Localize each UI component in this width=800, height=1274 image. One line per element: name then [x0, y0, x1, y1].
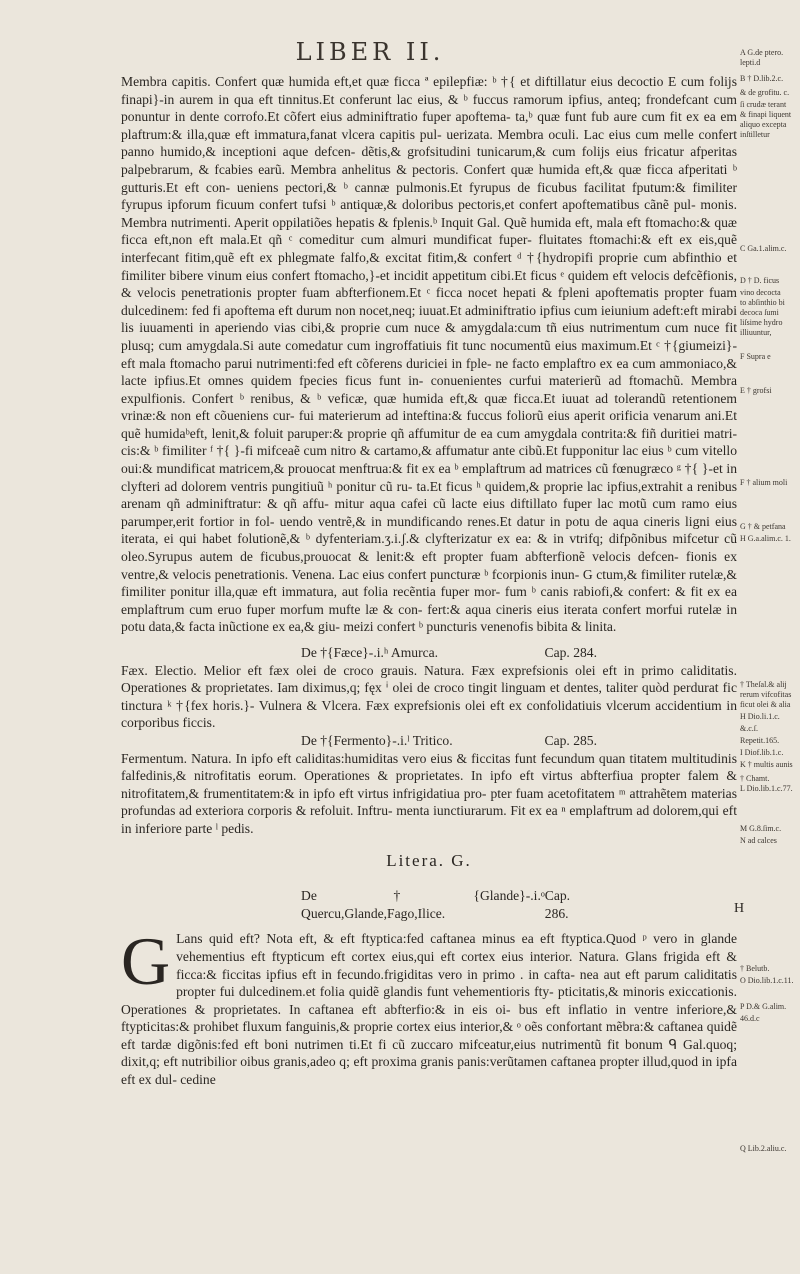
margin-note: H G.a.alim.c. 1.: [740, 534, 791, 543]
entry-title: De †{Glande}-.i.ᵒ Quercu,Glande,Fago,Ilice.: [301, 888, 545, 921]
margin-note: † Chamt.: [740, 774, 770, 783]
margin-note: Repetit.165.: [740, 736, 780, 745]
entry-text-286: [121, 923, 737, 1088]
drop-cap: G: [121, 923, 171, 1000]
margin-note: & de grofitu. c.: [740, 88, 790, 97]
margin-note: aliquo excepta: [740, 120, 787, 129]
entry-chapter: Cap. 286.: [544, 888, 571, 921]
running-head: LIBER II.: [295, 38, 445, 66]
margin-note: inſtilletur: [740, 130, 770, 139]
entry-heading-285: [121, 732, 737, 750]
margin-note: ficut olei & alia: [740, 700, 791, 709]
margin-note: B † D.lib.2.c.: [740, 74, 784, 83]
body-paragraph: Membra capitis. Confert quæ humida eft,et quæ ficca ª epilepfiæ: ᵇ †{ et diftillatur eius decoctio E cum folijs finapi}-in aurem in qua eft tinnitus.Et conferunt lac eius, & ᵇ fuccus ramorum ipfius, anteq; frondefcant cum ponuntur in dente corrofo.Et cõfert eius adminiftratio fuper apoftema- ta,ᵇ quæ funt fub aure cum fit ex ea em plaftrum:& illa,quæ eft immatura,fanat vlcera capitis pul- uerizata. Membra oculi. Lac eius cum melle confert panno humido,& inceptioni aque defcen- dẽtis,& grofsitudini tunicarum,& cum folijs eius fricatur afperitas palpebrarum, & fcabies earũ. Membra anhelitus & pectoris. Confert quæ humida eft,& quæ ficca afperitati ᵇ gutturis.Et eft con- ueniens pectori,& ᵇ cannæ pulmonis.Et fyrupus de ficubus facilitat fputum:& fimiliter fyrupus ipforum ficuum confert tufsi ᵇ antiquæ,& doloribus pectoris,et confert apoftematibus cãnẽ pul- monis. Membra nutrimenti. Aperit oppilatiões hepatis & fplenis.ᵇ Inquit Gal. Quẽ humida eft, mala eft ftomacho:& quæ ficca eft,non eft mala.Et qñ ᶜ comeditur cum almuri mundificat fuper- fluitates ftomachi:& eft ex eis,quẽ interfecant fitim,quẽ eft ex phlegmate falfo,& excitat fitim,& confert ᵈ †{hydropifi proprie cum abfinthio et fimiliter bibere vinum eius confert ftomacho,}-et incidit appetitum cibi.Et ficus ᵉ quidem eft velocis defcẽfionis, & velocis penetrationis propter fuam abfterfionem.Et ᶜ ficca nocet hepati & fpleni apoftematis propter fuam dulcedinem: fed fi apoftema eft durum non nocet,neq; iuuat.Et adminiftratio ipfius cum ieiunium adeft:eft mirabi lis iuuamenti in aperiendo vias cibi,& proprie cum nuce & amygdala:cum tñ eius nutrimentum cum nuce fit plusq; cum amygdala.Si aute comedatur cum ingroffatiuis fit tunc nocumentũ eius maximum.Et ᶜ †{giumeizi}-eft mala ftomacho parui nutrimenti:fed eft cõferens duriciei in fple- ne facto emplaftro ex ea cum ammoniaco,& lacte ipfius.Et omnes quidem fpecies ficus funt in- conuenientes curfui materierũ ad ftomachũ. Membra expulfionis. Confert ᵇ renibus, & ᵇ veficæ, quæ humida eft,& quæ ficca.Et iuuat ad tolerandũ retentionem vrinæ:& non eft cõueniens cur- fui materierum ad inteftina:& fuccus foliorũ eius aperit orificia venarum ani.Et quẽ humidaᵇeft, lenit,& foluit paruper:& proprie qñ affumitur de ea cum amygdala contrita:& fiñ duritiei matri- cis:& ᵇ fimiliter ᶠ †{ }-fi mifceaẽ cum nitro & cartamo,& affumatur ante cibũ.Et fupponitur lac eius ᵇ cum vitello oui:& mundificat matricem,& prouocat menftrua:& fit ex ea ᵇ emplaftrum ad matrices cũ fœnugræco ᵍ †{ }-et in clyfteri ad dolorem ventris pungitiuũ ʰ ponitur cũ ru- ta.Et ficus ʰ quidem,& proprie lac ipfius,extrahit a renibus arenam qñ adminiftratur: & qñ affu- mitur aqua cafei cũ lacte eius diftillato fuper lac motũ cum ramo eius parumper,erit fortior in fol- uendo ventrẽ,& in mundificando renes.Et datur in potu de aqua cineris ligni eius iterata, ei qui habet folutionẽ,& ᵇ dyfenteriam.ʒ.i.ʃ.& clyfterizatur ex ea: & in vtrifq; difpõnibus mifcetur cũ oleo.Syrupus autem de ficubus,prouocat & lenit:& eft propter fuam abfterfionẽ velocis defcen- fionis ex ventre,& velocis penetrationis. Venena. Lac eius confert puncturæ ᵇ fcorpionis inun- G ctum,& fimiliter rutelæ,& fimiliter ponitur illa,quæ eft immatura, aut folia recẽntia fuper mor- fum ᵇ canis rabiofi,& confert: & fit ex ea emplaftrum cum eruo fuper morfum mufte læ & con- fert:& aqua cineris eius iterata confert morfui rutelæ in potu data,& facta inũctione ex ea,& giu- meizi confert ᵇ puncturis venenofis bibita & linita.: [121, 74, 737, 635]
margin-note: H Dio.li.1.c.: [740, 712, 780, 721]
margin-note: to abſinthio bi: [740, 298, 785, 307]
margin-note: vino decocta: [740, 288, 781, 297]
margin-note: & finapi liquent: [740, 110, 792, 119]
margin-note: E † grofsi: [740, 386, 772, 395]
margin-note: liſsime hydro: [740, 318, 783, 327]
margin-note: illiuuntur,: [740, 328, 772, 337]
margin-note: F † alium moli: [740, 478, 788, 487]
margin-note: † Belutb.: [740, 964, 770, 973]
margin-note: &.c.ſ.: [740, 724, 758, 733]
margin-note: rerum vifcofitas: [740, 690, 792, 699]
margin-note: N ad calces: [740, 836, 777, 845]
margin-note: decoca ſumi: [740, 308, 779, 317]
entry-chapter: Cap. 285.: [544, 732, 597, 748]
entry-body: Lans quid eft? Nota eft, & eft ftyptica:fed caftanea minus ea eft ftyptica.Quod ᵖ vero in glande vehementius eft ftypticum eft cortex eius,qui eft cortex eius interior. Natura. Glans frigida eft & ficca:& ficcitas ipfius eft in fecundo.frigiditas vero in primo . in cafta- nea aut eft parum caliditatis propter fui dulcedinem.et folia quidẽ glandis funt vehementioris fty- pticitatis,& minoris exiccationis. Operationes & proprietates. In caftanea eft abfterfio:& in eis oi- bus eft inflatio in ventre inferiore,& ftypticitas:& prohibet fluxum fanguinis,& proprie cortex eius interior,& ᵒ oẽs confortant mẽbra:& caftanea quidẽ eft tardæ digõnis:fed eft boni nutrimen ti.Et fi cũ zuccaro mifceatur,eius nutrimentũ fit bonum ᑫ Gal.quoq; dixit,q; eft nutribilior oibus granis,adeo q; eft proxima granis panis:verũtamen caftanea propter illud,quod in ipfa eft ex dul- cedine: [121, 931, 737, 1088]
margin-note: F Supra e: [740, 352, 771, 361]
entry-chapter: Cap. 284.: [544, 645, 597, 660]
entry-text-285: Fermentum. Natura. In ipfo eft caliditas:humiditas vero eius & ficcitas funt fecundum quan titatem multitudinis falfedinis,& nitrofitatis eorum. Operationes & proprietates. In ipfo eft virtus abfterfiua propter falem & nitrofitatem,& frumentitatem:& in ipfo eft virtus infrigidatiua pro- pter fuam acetofitatem ᵐ attrahẽtem materias profundas ad exteriora corporis & refoluit. Inftru- menta iunctiurarum. Fit ex ea ⁿ emplaftrum ad dolorem,qui eft in inferiore parte ˡ pedis.: [121, 750, 737, 836]
entry-title: De †{Fæce}-.i.ʰ Amurca.: [301, 645, 439, 660]
margin-note: A G.de ptero. lepti.d: [740, 48, 784, 67]
margin-note: K † multis aunis: [740, 760, 793, 769]
margin-note: I Diof.lib.1.c.: [740, 748, 784, 757]
margin-letter: H: [734, 901, 745, 916]
margin-note: L Dio.lib.1.c.77.: [740, 784, 793, 793]
entry-text-284: Fæx. Electio. Melior eft fæx olei de croco grauis. Natura. Fæx exprefsionis olei eft in primo caliditatis. Operationes & proprietates. Iam diximus,q; fęx ⁱ olei de croco tingit linguam et dentes, taliter quòd perdurat fic tinctura ᵏ †{fex horis.}- Vulnera & Vlcera. Fæx exprefsionis olei eft ex confolidatiuis vlcerum accidentium in corporibus ficcis.: [121, 662, 737, 731]
margin-note: 46.d.c: [740, 1014, 760, 1023]
margin-note: † Theſal.& alij: [740, 680, 787, 689]
entry-heading-284: [121, 644, 737, 662]
margin-note: C Ga.1.alim.c.: [740, 244, 787, 253]
margin-note: G † & petfana: [740, 522, 786, 531]
text-column: [121, 73, 737, 1089]
margin-note: D † D. ficus: [740, 276, 780, 285]
margin-note: ſi crudæ terant: [740, 100, 787, 109]
margin-note: P D.& G.alim.: [740, 1002, 787, 1011]
margin-note: M G.8.ſim.c.: [740, 824, 782, 833]
section-title: Litera. G.: [386, 850, 472, 870]
margin-note: Q Lib.2.aliu.c.: [740, 1144, 787, 1153]
entry-heading-286: [121, 887, 737, 922]
entry-title: De †{Fermento}-.i.ˡ Tritico.: [301, 732, 453, 748]
margin-note: O Dio.lib.1.c.11.: [740, 976, 794, 985]
